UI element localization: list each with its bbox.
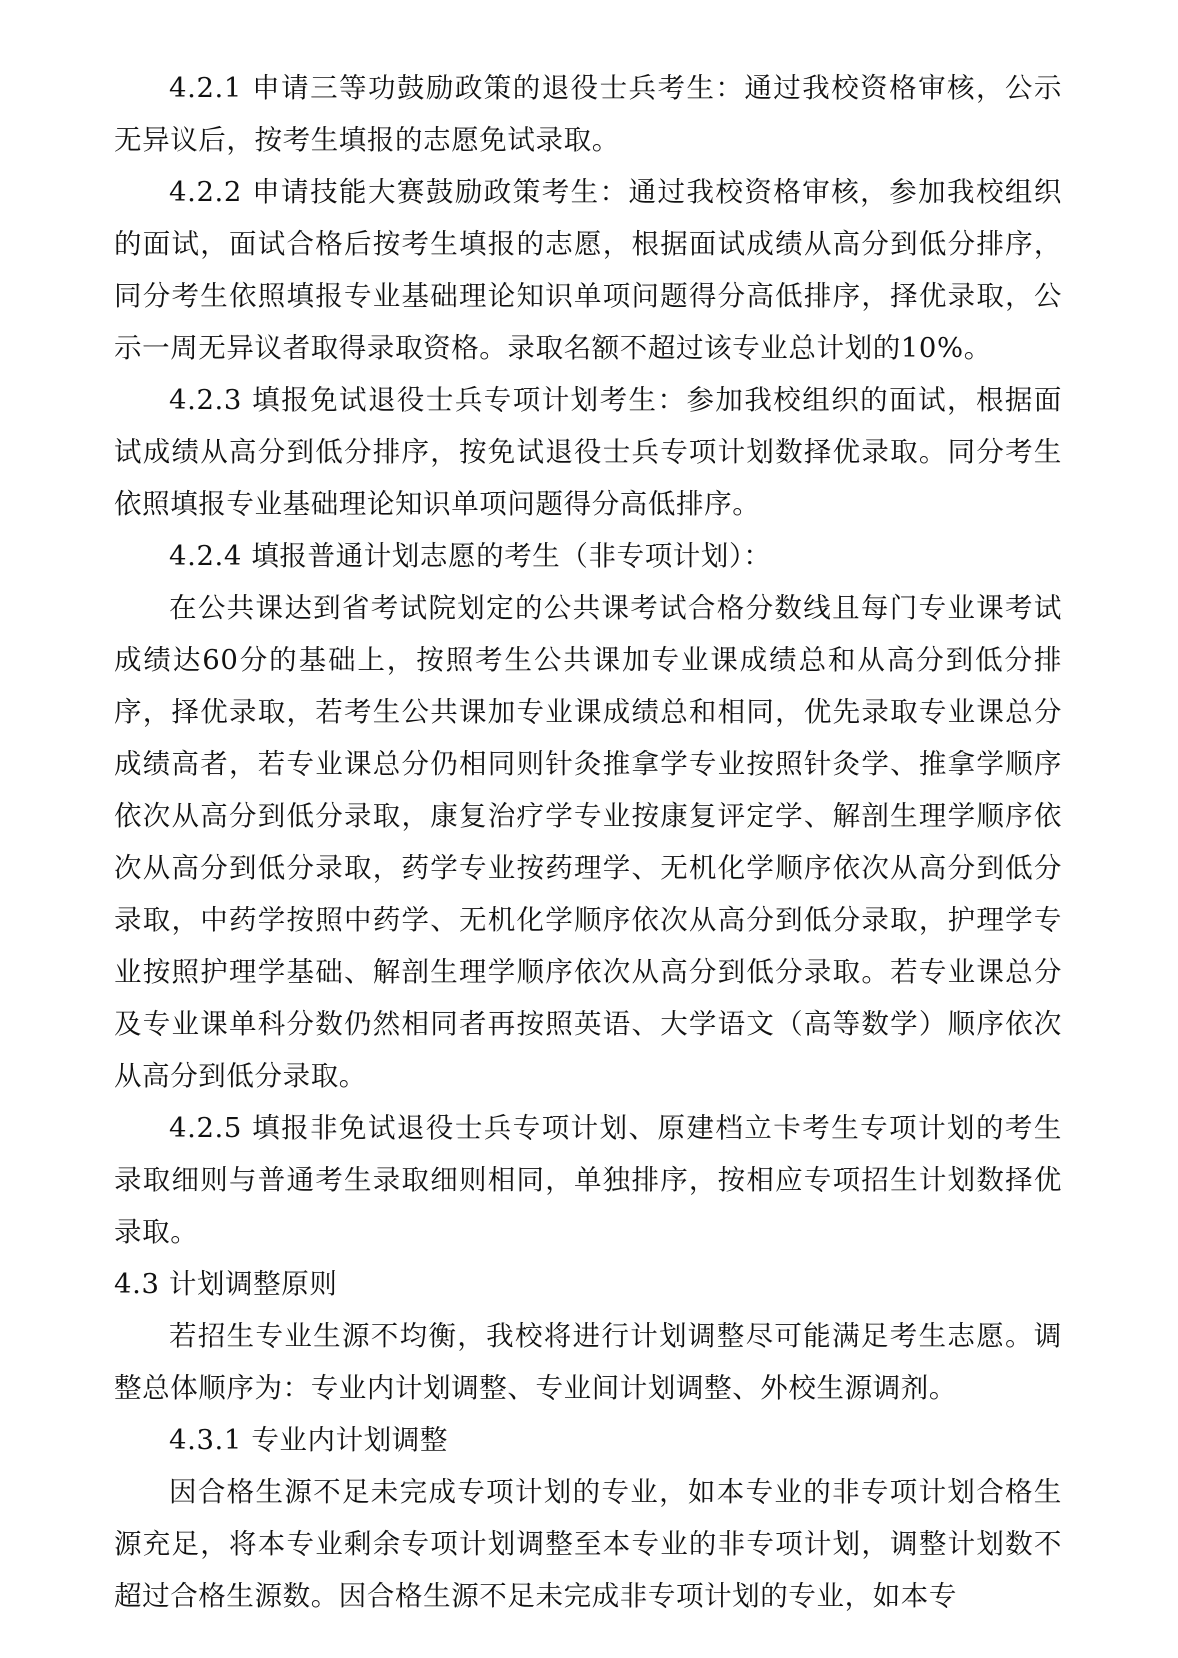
- paragraph-4-2-5: 4.2.5 填报非免试退役士兵专项计划、原建档立卡考生专项计划的考生录取细则与普通考生录取细则相同，单独排序，按相应专项招生计划数择优录取。: [114, 1112, 1062, 1248]
- paragraph-4-2-2: 4.2.2 申请技能大赛鼓励政策考生：通过我校资格审核，参加我校组织的面试，面试合格后按考生填报的志愿，根据面试成绩从高分到低分排序，同分考生依照填报专业基础理论知识单项问题得分高低排序，择优录取，公示一周无异议者取得录取资格。录取名额不超过该专业总计划的10%。: [114, 176, 1062, 364]
- section-heading-4-3: 4.3 计划调整原则: [114, 1268, 338, 1300]
- paragraph-4-3-1-body: 因合格生源不足未完成专项计划的专业，如本专业的非专项计划合格生源充足，将本专业剩余专项计划调整至本专业的非专项计划，调整计划数不超过合格生源数。因合格生源不足未完成非专项计划的专业，如本专: [114, 1476, 1062, 1612]
- paragraph-4-2-4: 4.2.4 填报普通计划志愿的考生（非专项计划）：: [169, 540, 772, 572]
- paragraph-4-3-intro: 若招生专业生源不均衡，我校将进行计划调整尽可能满足考生志愿。调整总体顺序为：专业内计划调整、专业间计划调整、外校生源调剂。: [114, 1320, 1062, 1404]
- paragraph-4-2-4-body: 在公共课达到省考试院划定的公共课考试合格分数线且每门专业课考试成绩达60分的基础上，按照考生公共课加专业课成绩总和从高分到低分排序，择优录取，若考生公共课加专业课成绩总和相同，优先录取专业课总分成绩高者，若专业课总分仍相同则针灸推拿学专业按照针灸学、推拿学顺序依次从高分到低分录取，康复治疗学专业按康复评定学、解剖生理学顺序依次从高分到低分录取，药学专业按药理学、无机化学顺序依次从高分到低分录取，中药学按照中药学、无机化学顺序依次从高分到低分录取，护理学专业按照护理学基础、解剖生理学顺序依次从高分到低分录取。若专业课总分及专业课单科分数仍然相同者再按照英语、大学语文（高等数学）顺序依次从高分到低分录取。: [114, 592, 1062, 1092]
- paragraph-4-2-3: 4.2.3 填报免试退役士兵专项计划考生：参加我校组织的面试，根据面试成绩从高分到低分排序，按免试退役士兵专项计划数择优录取。同分考生依照填报专业基础理论知识单项问题得分高低排序。: [114, 384, 1062, 520]
- paragraph-4-2-1: 4.2.1 申请三等功鼓励政策的退役士兵考生：通过我校资格审核，公示无异议后，按考生填报的志愿免试录取。: [114, 72, 1062, 156]
- subheading-4-3-1: 4.3.1 专业内计划调整: [169, 1424, 449, 1456]
